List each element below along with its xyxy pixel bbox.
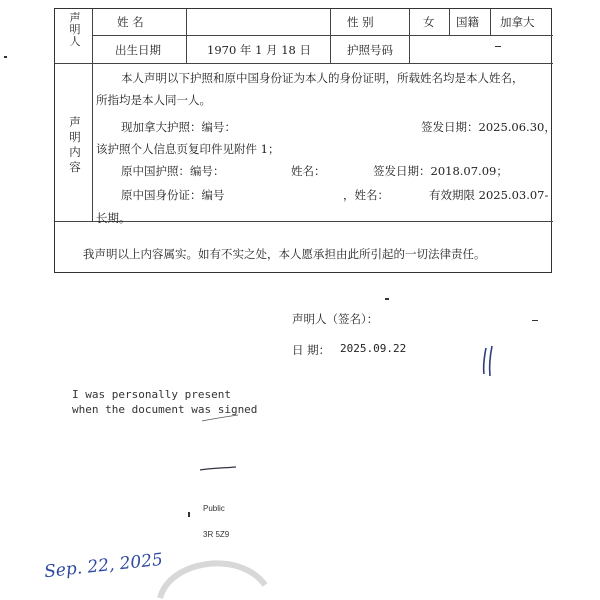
date-value: 2025.09.22 [340,342,407,355]
content-line: 原中国身份证：编号 [121,188,225,202]
dob-value: 1970 年 1 月 18 日 [207,43,311,57]
mark [532,320,538,321]
date-label: 日 期： [292,343,331,357]
content-line: 现加拿大护照：编号： [121,120,236,134]
attestation-text: 我声明以上内容属实。如有不实之处，本人愿承担由此所引起的一切法律责任。 [83,247,486,261]
col-divider [92,9,93,221]
col-divider [186,9,187,63]
faint-seal [150,540,270,600]
content-line: ，姓名： [343,188,389,202]
declarant-label: 声明人 [69,11,81,48]
col-divider [490,9,491,35]
redaction-mark [495,46,501,47]
content-line: 签发日期：2018.07.09； [373,164,508,178]
col-divider [409,9,410,63]
gender-value: 女 [423,15,435,29]
content-label: 声明内容 [69,115,81,174]
nationality-label: 国籍 [456,15,479,29]
handwritten-date: Sep. 22, 2025 [43,549,164,583]
passport-number-label: 护照号码 [347,43,393,57]
mark [188,512,190,517]
content-line: 长期。 [96,211,131,225]
handwritten-signature [478,344,508,380]
stamp-line [196,462,256,476]
signature-label: 声明人（签名）： [292,312,379,326]
pen-stroke [200,411,240,429]
stamp-text: 3R 5Z9 [203,530,230,539]
content-line: 有效期限 2025.03.07- [429,188,549,202]
content-line: 所指均是本人同一人。 [96,93,211,107]
mark [4,56,7,58]
notary-statement-line: I was personally present [72,388,231,401]
row-divider [55,63,553,64]
mark [385,298,389,300]
col-divider [449,9,450,35]
content-line: 本人声明以下护照和原中国身份证为本人的身份证明，所载姓名均是本人姓名， [121,71,524,85]
gender-label: 性 别 [347,15,374,29]
name-label: 姓 名 [117,15,144,29]
content-line: 原中国护照：编号： [121,164,225,178]
content-line: 签发日期：2025.06.30， [421,120,556,134]
stamp-text: Public [203,504,225,513]
content-line: 姓名： [291,164,326,178]
declaration-table [54,8,556,273]
content-line: 该护照个人信息页复印件见附件 1； [96,142,280,156]
col-divider [330,9,331,63]
row-divider [92,35,553,36]
dob-label: 出生日期 [115,43,161,57]
nationality-value: 加拿大 [500,15,535,29]
notary-statement-line: when the document was signed [72,403,258,416]
